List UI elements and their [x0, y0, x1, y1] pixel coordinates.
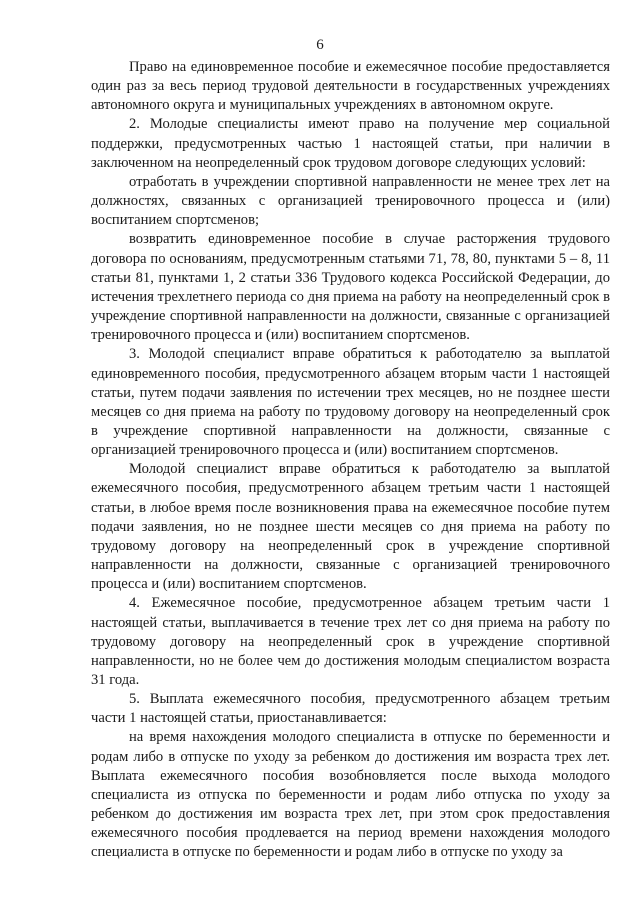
paragraph-work-three-years: отработать в учреждении спортивной направленности не менее трех лет на должностях, связанных с организацией тренировочного процесса и (или) воспитанием спортсменов; [91, 173, 610, 229]
paragraph-monthly-application: Молодой специалист вправе обратиться к работодателю за выплатой ежемесячного пособия, предусмотренного абзацем третьим части 1 настоящей статьи, в любое время после возникновения права на ежемесячное пособие путем подачи заявления, но не позднее шести месяцев со дня приема на работу по трудовому договору на неопределенный срок в учреждение спортивной направленности на должности, связанные с организацией тренировочного процесса и (или) воспитанием спортсменов. [91, 461, 610, 593]
paragraph-maternity-leave: на время нахождения молодого специалиста в отпуске по беременности и родам либо в отпуске по уходу за ребенком до достижения им возраста трех лет. Выплата ежемесячного пособия возобновляется после выхода молодого специалиста из отпуска по беременности и родам либо отпуска по уходу за ребенком до достижения им возраста трех лет, при этом срок предоставления ежемесячного пособия продлевается на период времени нахождения молодого специалиста в отпуске по беременности и родам либо в отпуске по уходу за [91, 729, 610, 861]
paragraph-2-conditions: 2. Молодые специалисты имеют право на получение мер социальной поддержки, предусмотренных частью 1 настоящей статьи, при наличии в заключенном на неопределенный срок трудовом договоре следующих условий: [91, 116, 610, 171]
document-body [91, 58, 610, 863]
paragraph-5-suspension: 5. Выплата ежемесячного пособия, предусмотренного абзацем третьим части 1 настоящей статьи, приостанавливается: [91, 691, 610, 727]
paragraph-3-one-time-application: 3. Молодой специалист вправе обратиться к работодателю за выплатой единовременного пособия, предусмотренного абзацем вторым части 1 настоящей статьи, путем подачи заявления по истечении трех месяцев, но не позднее шести месяцев со дня приема на работу по трудовому договору на неопределенный срок в учреждение спортивной направленности на должности, связанные с организацией тренировочного процесса и (или) воспитанием спортсменов. [91, 346, 610, 459]
paragraph-return-allowance: возвратить единовременное пособие в случае расторжения трудового договора по основаниям, предусмотренным статьями 71, 78, 80, пунктами 5 – 8, 11 статьи 81, пунктами 1, 2 статьи 336 Трудового кодекса Российской Федерации, до истечения трехлетнего периода со дня приема на работу на неопределенный срок в учреждение спортивной направленности на должности, связанные с организацией тренировочного процесса и (или) воспитанием спортсменов. [91, 231, 610, 344]
paragraph-4-monthly-duration: 4. Ежемесячное пособие, предусмотренное абзацем третьим части 1 настоящей статьи, выплачивается в течение трех лет со дня приема на работу по трудовому договору на неопределенный срок в учреждение спортивной направленности, но не более чем до достижения молодым специалистом возраста 31 года. [91, 595, 610, 688]
paragraph-one-time-right: Право на единовременное пособие и ежемесячное пособие предоставляется один раз за весь период трудовой деятельности в государственных учреждениях автономного округа и муниципальных учреждениях в автономном округе. [91, 59, 610, 114]
page-number: 6 [316, 37, 324, 53]
